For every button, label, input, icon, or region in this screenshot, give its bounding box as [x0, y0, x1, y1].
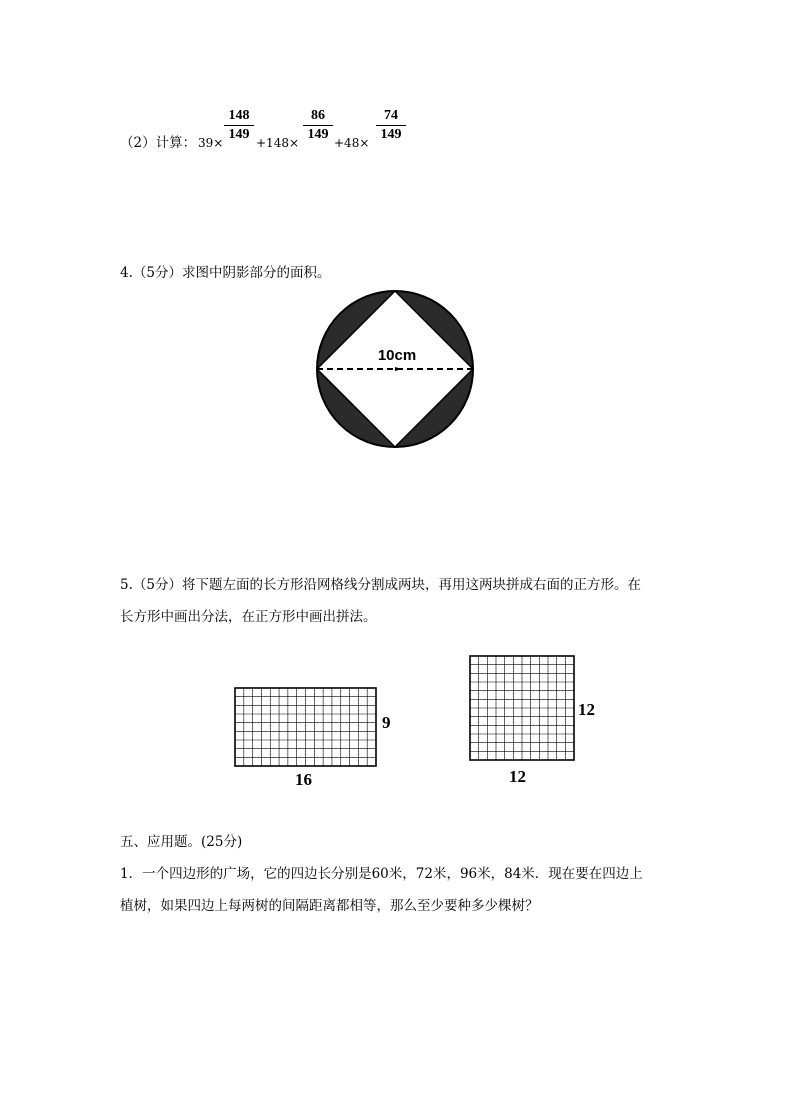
fraction-numerator: 148 [228, 108, 250, 123]
fraction-denominator: 149 [380, 127, 402, 142]
q2-term1-coef: 39× [198, 136, 224, 150]
diameter-label: 10cm [377, 347, 417, 364]
square-grid-12x12 [468, 654, 578, 764]
q4-circle-figure [310, 284, 480, 454]
q2-prefix: （2）计算： [120, 135, 197, 151]
fraction-denominator: 149 [228, 127, 250, 142]
square-height-label: 12 [578, 700, 595, 719]
q5-line-2: 长方形中画出分法，在正方形中画出拼法。 [120, 609, 377, 625]
q5-line-1: 5.（5分）将下题左面的长方形沿网格线分割成两块，再用这两块拼成右面的正方形。在 [120, 577, 641, 593]
q2-term3-coef: +48× [334, 136, 370, 150]
fraction-numerator: 86 [311, 108, 325, 123]
square-width-label: 12 [509, 767, 526, 786]
problem-1-line-2: 植树，如果四边上每两树的间隔距离都相等，那么至少要种多少棵树？ [120, 898, 539, 914]
rectangle-grid-16x9 [233, 686, 379, 770]
section-5-title: 五、应用题。(25分) [120, 834, 243, 850]
q2-fraction-2 [301, 107, 335, 143]
q2-term2-coef: +148× [256, 136, 300, 150]
rect-height-label: 9 [382, 713, 391, 732]
q4-question: 4.（5分）求图中阴影部分的面积。 [120, 265, 331, 281]
rect-width-label: 16 [295, 770, 312, 789]
q2-fraction-3 [374, 107, 408, 143]
fraction-numerator: 74 [384, 108, 398, 123]
q2-line [120, 134, 196, 152]
q2-fraction-1 [222, 107, 256, 143]
fraction-denominator: 149 [307, 127, 329, 142]
problem-1-line-1: 1．一个四边形的广场，它的四边长分别是60米，72米，96米，84米．现在要在四边上 [120, 866, 643, 882]
